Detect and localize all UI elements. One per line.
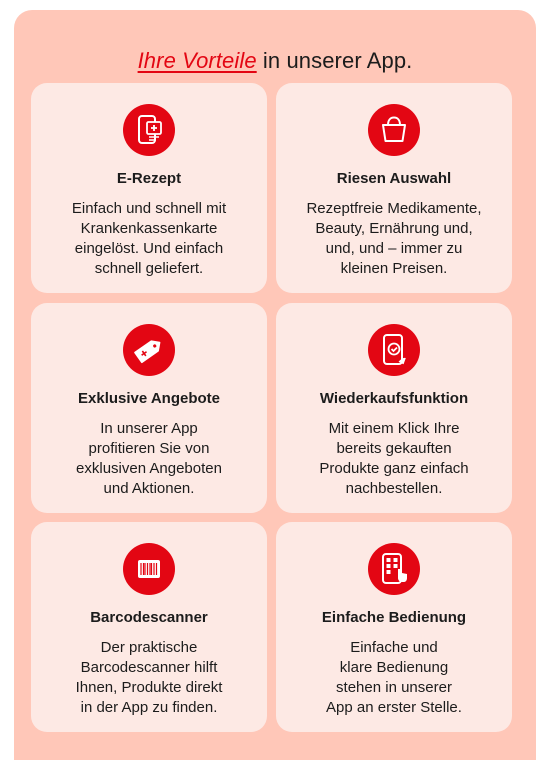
card-title: Einfache Bedienung: [321, 609, 467, 626]
card-description: [41, 199, 257, 279]
description-line: profitieren Sie von: [88, 440, 210, 457]
description-line: Produkte ganz einfach: [319, 460, 469, 477]
benefits-panel: [14, 10, 536, 760]
card-title: E-Rezept: [116, 170, 182, 187]
card-title: Exklusive Angebote: [78, 390, 220, 407]
description-line: eingelöst. Und einfach: [74, 240, 224, 257]
description-line: und Aktionen.: [103, 480, 195, 497]
description-line: schnell geliefert.: [94, 260, 204, 277]
benefit-card-wiederkaufsfunktion: [276, 303, 512, 513]
card-description: [286, 199, 502, 279]
barcode-icon: [123, 543, 175, 595]
description-line: In unserer App: [100, 420, 198, 437]
card-description: [41, 638, 257, 718]
title-highlight: Ihre Vorteile: [137, 48, 257, 73]
touch-app-icon: [368, 543, 420, 595]
benefit-card-barcodescanner: [31, 522, 267, 732]
description-line: Ihnen, Produkte direkt: [75, 679, 223, 696]
title-rest: in unserer App.: [256, 48, 413, 73]
shopping-bag-icon: [368, 104, 420, 156]
description-line: exklusiven Angeboten: [76, 460, 222, 477]
description-line: und, und – immer zu: [325, 240, 463, 257]
price-tag-icon: [123, 324, 175, 376]
description-line: Krankenkassenkarte: [80, 220, 218, 237]
description-line: kleinen Preisen.: [340, 260, 448, 277]
description-line: Der praktische: [100, 639, 198, 656]
reorder-phone-icon: [368, 324, 420, 376]
description-line: Rezeptfreie Medikamente,: [306, 200, 482, 217]
card-description: [286, 638, 502, 718]
description-line: bereits gekauften: [336, 440, 452, 457]
description-line: Barcodescanner hilft: [80, 659, 218, 676]
card-title: Riesen Auswahl: [336, 170, 452, 187]
card-title: Wiederkaufsfunktion: [319, 390, 469, 407]
benefit-card-exklusive-angebote: [31, 303, 267, 513]
description-line: in der App zu finden.: [80, 699, 218, 716]
description-line: nachbestellen.: [345, 480, 443, 497]
benefit-card-e-rezept: [31, 83, 267, 293]
description-line: Einfache und: [350, 639, 438, 656]
benefit-card-riesen-auswahl: [276, 83, 512, 293]
description-line: Mit einem Klick Ihre: [328, 420, 460, 437]
description-line: klare Bedienung: [339, 659, 449, 676]
card-title: Barcodescanner: [90, 609, 208, 626]
page-title: [14, 48, 536, 74]
card-description: [41, 419, 257, 499]
benefit-card-einfache-bedienung: [276, 522, 512, 732]
description-line: App an erster Stelle.: [326, 699, 462, 716]
description-line: Einfach und schnell mit: [71, 200, 227, 217]
e-prescription-phone-icon: [123, 104, 175, 156]
description-line: stehen in unserer: [336, 679, 452, 696]
card-description: [286, 419, 502, 499]
description-line: Beauty, Ernährung und,: [315, 220, 473, 237]
